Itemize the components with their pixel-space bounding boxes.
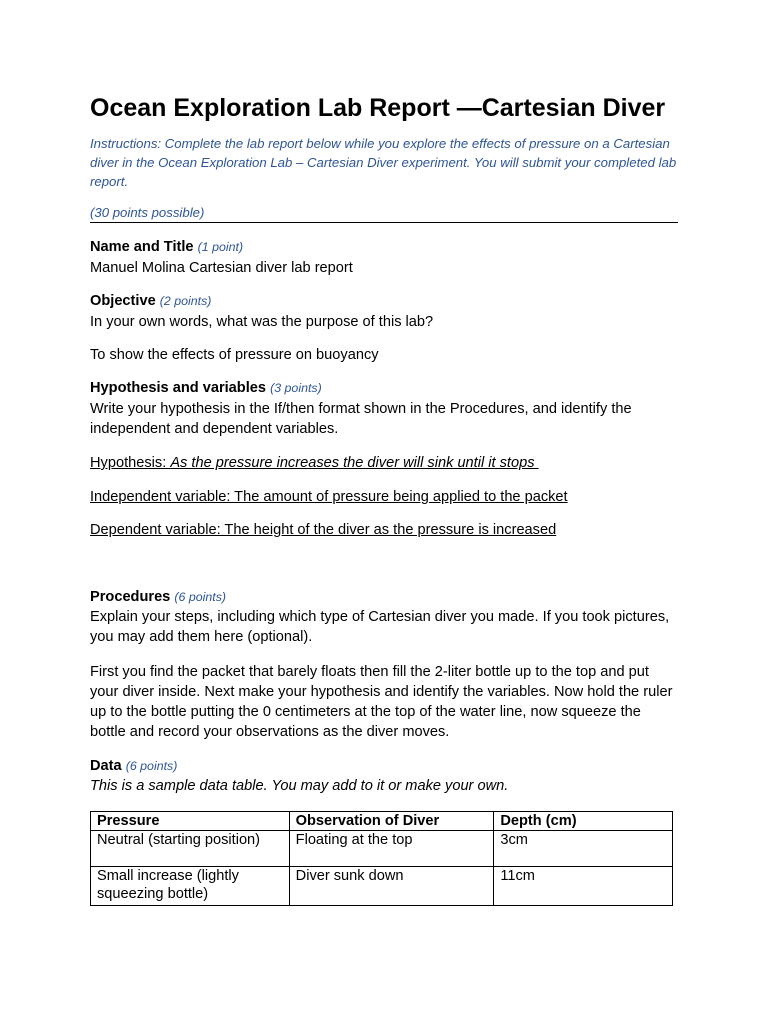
- table-cell: 3cm: [494, 831, 673, 867]
- hypothesis-section-heading: [90, 378, 678, 398]
- dependent-variable: Dependent variable: The height of the diver as the pressure is increased: [90, 522, 557, 538]
- table-cell: Floating at the top: [289, 831, 494, 867]
- procedures-section-heading: [90, 587, 678, 607]
- page-title: Ocean Exploration Lab Report —Cartesian Diver: [90, 94, 666, 122]
- points-possible: (30 points possible): [90, 205, 205, 220]
- objective-section-heading: [90, 291, 678, 311]
- objective-prompt: In your own words, what was the purpose of this lab?: [90, 314, 434, 330]
- name-points: (1 point): [197, 240, 244, 254]
- name-heading: Name and Title: [90, 239, 194, 255]
- data-table: [90, 811, 673, 906]
- hypothesis-points: (3 points): [270, 381, 322, 395]
- table-header-row: [91, 812, 673, 831]
- hypothesis-label: Hypothesis:: [90, 455, 171, 471]
- objective-answer: To show the effects of pressure on buoyancy: [90, 347, 379, 363]
- procedures-prompt: Explain your steps, including which type of Cartesian diver you made. If you took pictures, you may add them here (optional).: [90, 609, 670, 645]
- table-cell: 11cm: [494, 867, 673, 906]
- instructions-text: Instructions: Complete the lab report below while you explore the effects of pressure on a Cartesian diver in the Ocean Exploration Lab – Cartesian Diver experiment. You will submit your completed lab report.: [90, 136, 677, 189]
- procedures-answer: First you find the packet that barely floats then fill the 2-liter bottle up to the top and put your diver inside. Next make your hypothesis and identify the variables. Now hold the ruler up to the bottle putting the 0 centimeters at the top of the water line, now squeeze the bottle and record your observations as the diver moves.: [90, 664, 673, 740]
- table-cell: Neutral (starting position): [91, 831, 290, 867]
- hypothesis-heading: Hypothesis and variables: [90, 380, 267, 396]
- data-heading: Data: [90, 758, 122, 774]
- procedures-heading: Procedures: [90, 589, 171, 605]
- objective-heading: Objective: [90, 293, 156, 309]
- table-row: [91, 831, 673, 867]
- table-header-cell: Depth (cm): [494, 812, 673, 831]
- data-points: (6 points): [125, 759, 178, 773]
- table-cell: Diver sunk down: [289, 867, 494, 906]
- table-cell: Small increase (lightly squeezing bottle): [91, 867, 290, 906]
- independent-variable: Independent variable: The amount of pressure being applied to the packet: [90, 489, 568, 505]
- hypothesis-prompt: Write your hypothesis in the If/then format shown in the Procedures, and identify the independent and dependent variables.: [90, 401, 632, 437]
- name-section-heading: [90, 237, 678, 257]
- data-section-heading: [90, 756, 678, 776]
- table-header-cell: Pressure: [91, 812, 290, 831]
- objective-points: (2 points): [159, 294, 212, 308]
- name-answer: Manuel Molina Cartesian diver lab report: [90, 260, 353, 276]
- table-header-cell: Observation of Diver: [289, 812, 494, 831]
- hypothesis-line: [90, 453, 678, 473]
- hypothesis-answer: As the pressure increases the diver will sink until it stops: [170, 455, 539, 471]
- data-note: This is a sample data table. You may add to it or make your own.: [90, 778, 509, 794]
- divider-line: [90, 222, 678, 223]
- table-row: [91, 867, 673, 906]
- procedures-points: (6 points): [174, 590, 227, 604]
